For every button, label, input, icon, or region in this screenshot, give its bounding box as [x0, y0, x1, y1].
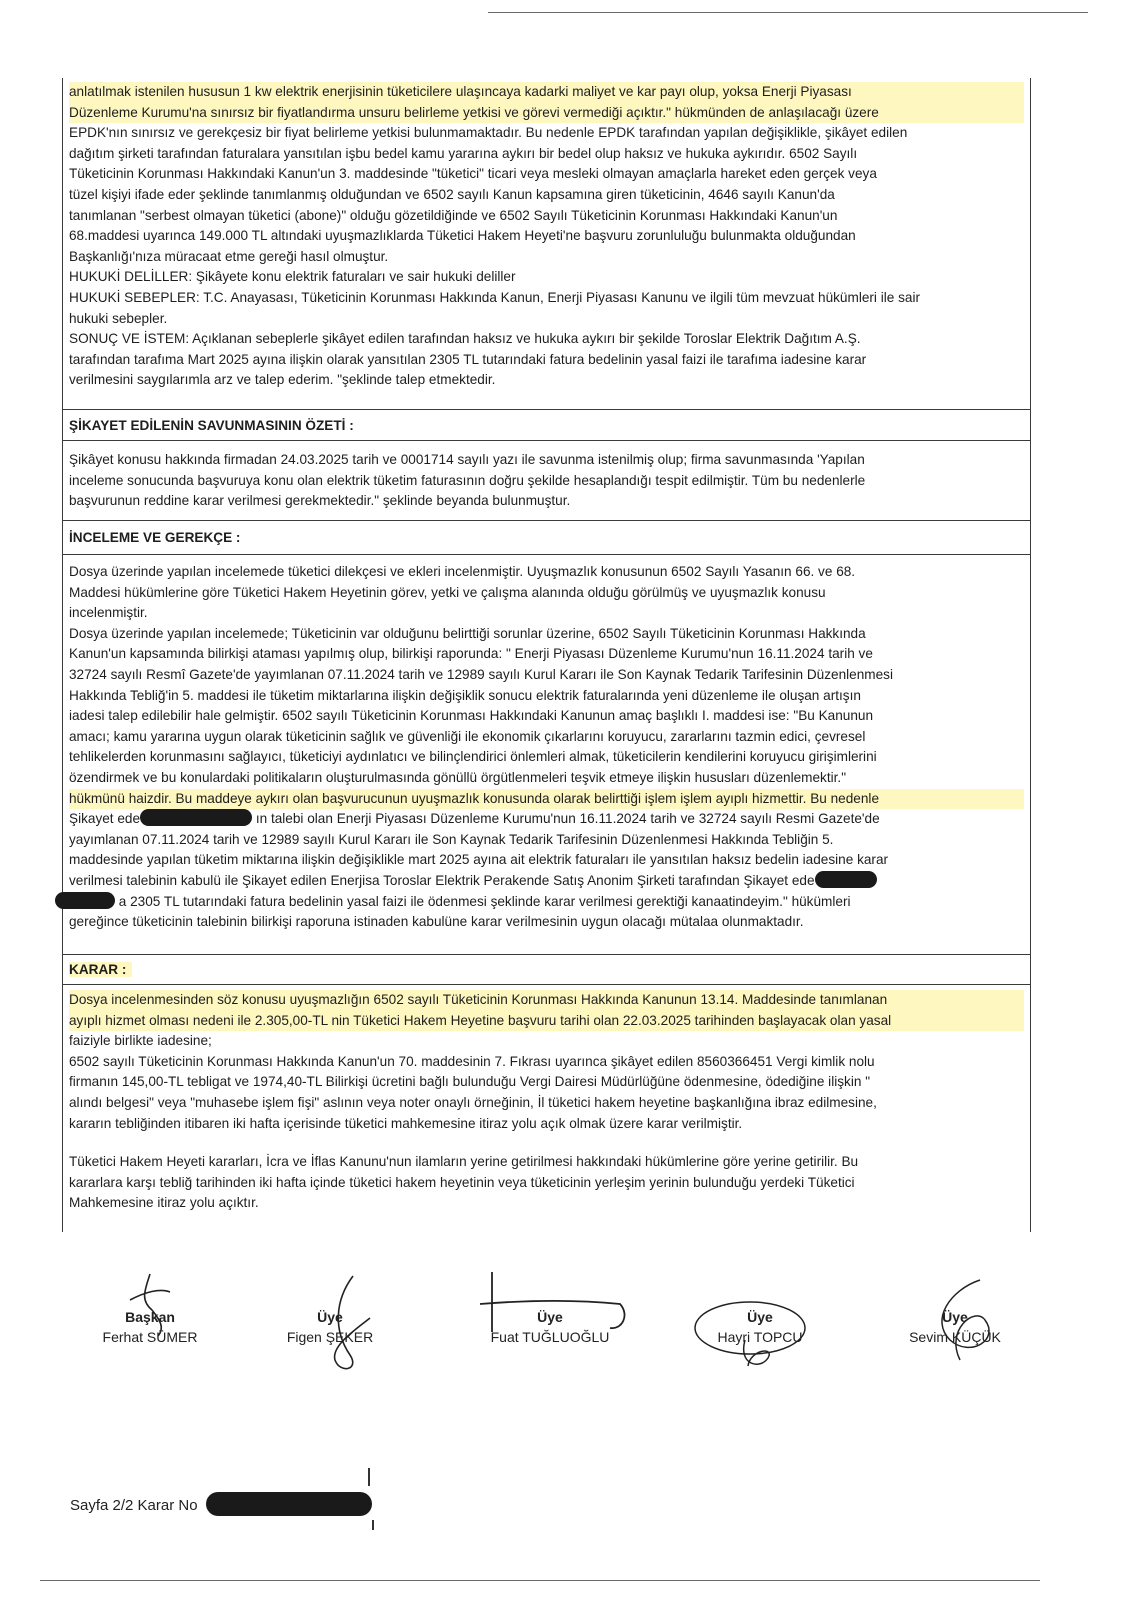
bottom-rule — [40, 1580, 1040, 1581]
text-line: gereğince tüketicinin talebinin bilirkişi raporuna istinaden kabulüne karar verilmesinin uygun olacağı mütalaa olunmaktadır. — [69, 914, 804, 930]
section-divider — [63, 440, 1030, 441]
text-line: 68.maddesi uyarınca 149.000 TL altındaki uyuşmazlıklarda Tüketici Hakem Heyeti'ne başvuru zorunluluğu bulunmakta olduğundan — [69, 228, 856, 244]
text-line: Tüketicinin Korunması Hakkındaki Kanun'un 3. maddesinde "tüketici" ticari veya mesleki olmayan amaçlarla hareket eden gerçek veya — [69, 166, 877, 182]
text-line: faiziyle birlikte iadesine; — [69, 1033, 212, 1049]
signature-block-member-1 — [265, 1270, 395, 1345]
text-line: iadesi talep edilebilir hale gelmiştir. 6502 sayılı Tüketicinin Korunması Hakkındaki Kanunun amaç başlıklı I. maddesi ise: "Bu Kanunun — [69, 708, 874, 724]
complaint-section — [63, 82, 1030, 391]
text-line: tanımlanan "serbest olmayan tüketici (abone)" olduğu gözetildiğinde ve 6502 Sayılı Tüketicinin Korunması Hakkındaki Kanun'un — [69, 207, 838, 223]
decision-heading-text: KARAR : — [69, 962, 132, 977]
text-line: SONUÇ VE İSTEM: Açıklanan sebeplerle şikâyet edilen tarafından haksız ve hukuka aykırı bir şekilde Toroslar Elektrik Dağıtım A.Ş. — [69, 331, 861, 347]
defense-section — [63, 450, 1030, 512]
text-line: alındı belgesi" veya "muhasebe işlem fişi" aslının veya noter onaylı örneğinin, İl tüketici hakem heyetine başkanlığına ibraz edilmesine, — [69, 1094, 877, 1110]
section-divider — [63, 984, 1030, 985]
redaction-block — [55, 892, 115, 909]
signature-name: Ferhat SÜMER — [102, 1329, 198, 1345]
text-line: Düzenleme Kurumu'na sınırsız bir fiyatlandırma unsuru belirleme yetkisi ve görevi vermediği açıktır." hükmünden de anlaşılacağı üzere — [69, 103, 1024, 124]
pen-mark — [368, 1468, 370, 1486]
text-line: 32724 sayılı Resmî Gazete'de yayımlanan 07.11.2024 tarih ve 12989 sayılı Kurul Kararı ile Son Kaynak Tedarik Tarifesinin Düzenlenmesi — [69, 666, 893, 682]
paragraph-gap — [69, 1134, 1024, 1152]
text-line: hukuki sebepler. — [69, 310, 168, 326]
text-fragment: a 2305 TL tutarındaki fatura bedelinin yasal faizi ile ödenmesi şeklinde karar verilmesi gerektiği kanaatindeyim." hükümleri — [118, 893, 851, 909]
text-line: verilmesini saygılarımla arz ve talep ederim. "şeklinde talep etmektedir. — [69, 372, 496, 388]
section-divider — [63, 954, 1030, 955]
text-line: Kanun'un kapsamında bilirkişi ataması yapılmış olup, bilirkişi raporunda: " Enerji Piyasası Düzenleme Kurumu'nun 16.11.2024 tarih ve — [69, 646, 873, 662]
section-divider — [63, 409, 1030, 410]
signature-role: Üye — [317, 1309, 343, 1325]
decision-text — [69, 990, 1024, 1214]
text-line: Dosya üzerinde yapılan incelemede; Tüketicinin var olduğunu belirttiği sorunlar üzerine, 6502 Sayılı Tüketicinin Korunması Hakkında — [69, 625, 866, 641]
text-line: özendirmek ve bu konulardaki politikaların oluşturulmasında gönüllü örgütlenmeleri teşvik etmeye ilişkin hususları düzenlemektir." — [69, 769, 847, 785]
text-line: Mahkemesine itiraz yolu açıktır. — [69, 1195, 259, 1211]
text-line: firmanın 145,00-TL tebligat ve 1974,40-TL Bilirkişi ücretini bağlı bulunduğu Vergi Dairesi Müdürlüğüne ödenmesine, ödediğine ilişkin " — [69, 1074, 871, 1090]
text-line: kararın tebliğinden itibaren iki hafta içerisinde tüketici mahkemesine itiraz yolu açık olmak üzere karar verilmiştir. — [69, 1115, 743, 1131]
text-line: ayıplı hizmet olması nedeni ile 2.305,00-TL nin Tüketici Hakem Heyetine başvuru tarihi olan 22.03.2025 tarihinden başlayacak olan yasal — [69, 1011, 1024, 1032]
complaint-text — [69, 82, 1024, 391]
text-line: HUKUKİ SEBEPLER: T.C. Anayasası, Tüketicinin Korunması Hakkında Kanun, Enerji Piyasası Kanunu ve ilgili tüm mevzuat hükümleri ile sair — [69, 289, 921, 305]
text-line: Tüketici Hakem Heyeti kararları, İcra ve İflas Kanunu'nun ilamların yerine getirilmesi hakkındaki hükümlerine göre yerine getirilir. Bu — [69, 1154, 859, 1170]
text-fragment: Şikayet ede — [69, 811, 141, 827]
footer-page-label: Sayfa 2/2 Karar No — [70, 1497, 198, 1514]
signature-row — [60, 1240, 1050, 1360]
review-heading-row — [63, 528, 1030, 548]
signature-role: Üye — [747, 1309, 773, 1325]
text-line: kararlara karşı tebliğ tarihinden iki hafta içinde tüketici hakem heyetinin veya tüketicinin yerleşim yerinin bulunduğu yerdeki Tüketici — [69, 1174, 855, 1190]
defense-text — [69, 450, 1024, 512]
text-line: Başkanlığı'nıza müracaat etme gereği hasıl olmuştur. — [69, 248, 389, 264]
text-line: dağıtım şirketi tarafından faturalara yansıtılan işbu bedel kamu yararına aykırı bir bedel olup haksız ve hukuka aykırıdır. 6502 Sayılı — [69, 145, 858, 161]
redaction-block — [206, 1492, 372, 1516]
decision-section — [63, 990, 1030, 1214]
signature-block-member-3 — [690, 1270, 830, 1345]
redaction-block — [815, 871, 877, 888]
text-line: tarafından tarafıma Mart 2025 ayına ilişkin olarak yansıtılan 2305 TL tutarındaki fatura bedelinin yasal faizi ile tarafıma iadesine karar — [69, 351, 867, 367]
text-line: hükmünü haizdir. Bu maddeye aykırı olan başvurucunun uyuşmazlık konusunda olarak belirttiği işlem işlem ayıplı hizmettir. Bu nedenle — [69, 789, 1024, 810]
review-text — [69, 562, 1024, 933]
decision-heading-row — [63, 960, 1030, 980]
text-line: tehlikelerden korunmasını sağlayıcı, tüketiciyi aydınlatıcı ve bilinçlendirici önlemleri almak, tüketicilerin kendilerini koruyucu girişimlerini — [69, 749, 877, 765]
section-divider — [63, 520, 1030, 521]
text-line: amacı; kamu yararına uygun olarak tüketicinin sağlık ve güvenliği ile ekonomik çıkarlarını koruyucu, zararlarını tazmin edici, çevresel — [69, 728, 866, 744]
text-line: Hakkında Tebliğ'in 5. maddesi ile tüketim miktarlarına ilişkin değişiklik sonucu elektrik faturalarında yeni düzenleme ile oluşan artışın — [69, 687, 861, 703]
text-line: anlatılmak istenilen hususun 1 kw elektrik enerjisinin tüketicilere ulaşıncaya kadarki maliyet ve kar payı olup, yoksa Enerji Piyasası — [69, 82, 1024, 103]
text-fragment: verilmesi talebinin kabulü ile Şikayet edilen Enerjisa Toroslar Elektrik Perakende Satış Anonim Şirketi tarafından Şikayet ede — [69, 872, 815, 888]
redaction-block — [140, 809, 252, 826]
text-line: 6502 sayılı Tüketicinin Korunması Hakkında Kanun'un 70. maddesinin 7. Fıkrası uyarınca şikâyet edilen 8560366451 Vergi kimlik nolu — [69, 1053, 875, 1069]
text-line: başvurunun reddine karar verilmesi gerekmektedir." şeklinde beyanda bulunmuştur. — [69, 493, 571, 509]
text-line: yayımlanan 07.11.2024 tarih ve 12989 sayılı Kurul Kararı ile Son Kaynak Tedarik Tarifesinin Düzenlenmesi Hakkında Tebliğin 5. — [69, 831, 834, 847]
text-line-with-redaction — [69, 809, 1024, 830]
decision-heading — [69, 960, 1024, 980]
text-line: HUKUKİ DELİLLER: Şikâyete konu elektrik faturaları ve sair hukuki deliller — [69, 269, 516, 285]
text-line: inceleme sonucunda başvuruya konu olan elektrik tüketim faturasının doğru şekilde hesaplandığı tespit edilmiştir. Tüm bu nedenlerle — [69, 472, 866, 488]
pen-mark — [372, 1520, 374, 1530]
review-section — [63, 562, 1030, 933]
text-line: maddesinde yapılan tüketim miktarına ilişkin değişiklikle mart 2025 ayına ait elektrik faturaları ile yansıtılan haksız bedelin iadesine karar — [69, 852, 889, 868]
review-heading: İNCELEME VE GEREKÇE : — [69, 530, 241, 545]
section-divider — [63, 554, 1030, 555]
text-fragment: ın talebi olan Enerji Piyasası Düzenleme Kurumu'nun 16.11.2024 tarih ve 32724 sayılı Resmi Gazete'de — [255, 811, 880, 827]
signature-role: Üye — [942, 1309, 968, 1325]
signature-name: Figen ŞEKER — [286, 1329, 374, 1345]
signature-block-member-4 — [890, 1270, 1020, 1345]
text-line: EPDK'nın sınırsız ve gerekçesiz bir fiyat belirleme yetkisi bulunmamaktadır. Bu nedenle EPDK tarafından yapılan değişiklikle, şikâyet edilen — [69, 125, 908, 141]
document-frame — [62, 78, 1031, 1232]
text-line: Dosya incelenmesinden söz konusu uyuşmazlığın 6502 sayılı Tüketicinin Korunması Hakkında Kanunun 13.14. Maddesinde tanımlanan — [69, 990, 1024, 1011]
defense-heading-row — [63, 416, 1030, 436]
signature-role: Başkan — [125, 1309, 175, 1325]
page-footer — [70, 1492, 372, 1516]
text-line-with-redaction — [69, 892, 1024, 913]
text-line: Dosya üzerinde yapılan incelemede tüketici dilekçesi ve ekleri incelenmiştir. Uyuşmazlık konusunun 6502 Sayılı Yasanın 66. ve 68. — [69, 564, 856, 579]
text-line-with-redaction — [69, 871, 1024, 892]
signature-name: Sevim KÜÇÜK — [909, 1329, 1001, 1345]
signature-role: Üye — [537, 1309, 563, 1325]
defense-heading: ŞİKAYET EDİLENİN SAVUNMASININ ÖZETİ : — [69, 418, 354, 433]
text-line: tüzel kişiyi ifade eder şeklinde tanımlanmış olduğundan ve 6502 sayılı Kanun kapsamına giren tüketicinin, 4646 sayılı Kanun'da — [69, 186, 835, 202]
signature-name: Hayri TOPCU — [717, 1329, 803, 1345]
text-line: incelenmiştir. — [69, 605, 148, 621]
top-rule — [488, 12, 1088, 13]
text-line: Şikâyet konusu hakkında firmadan 24.03.2025 tarih ve 0001714 sayılı yazı ile savunma istenilmiş olup; firma savunmasında 'Yapılan — [69, 452, 865, 467]
signature-block-chair — [90, 1270, 210, 1345]
signature-name: Fuat TUĞLUOĞLU — [490, 1329, 610, 1345]
text-line: Maddesi hükümlerine göre Tüketici Hakem Heyetinin görev, yetki ve çalışma alanında olduğu görülmüş ve uyuşmazlık konusu — [69, 584, 826, 600]
signature-block-member-2 — [470, 1270, 630, 1345]
